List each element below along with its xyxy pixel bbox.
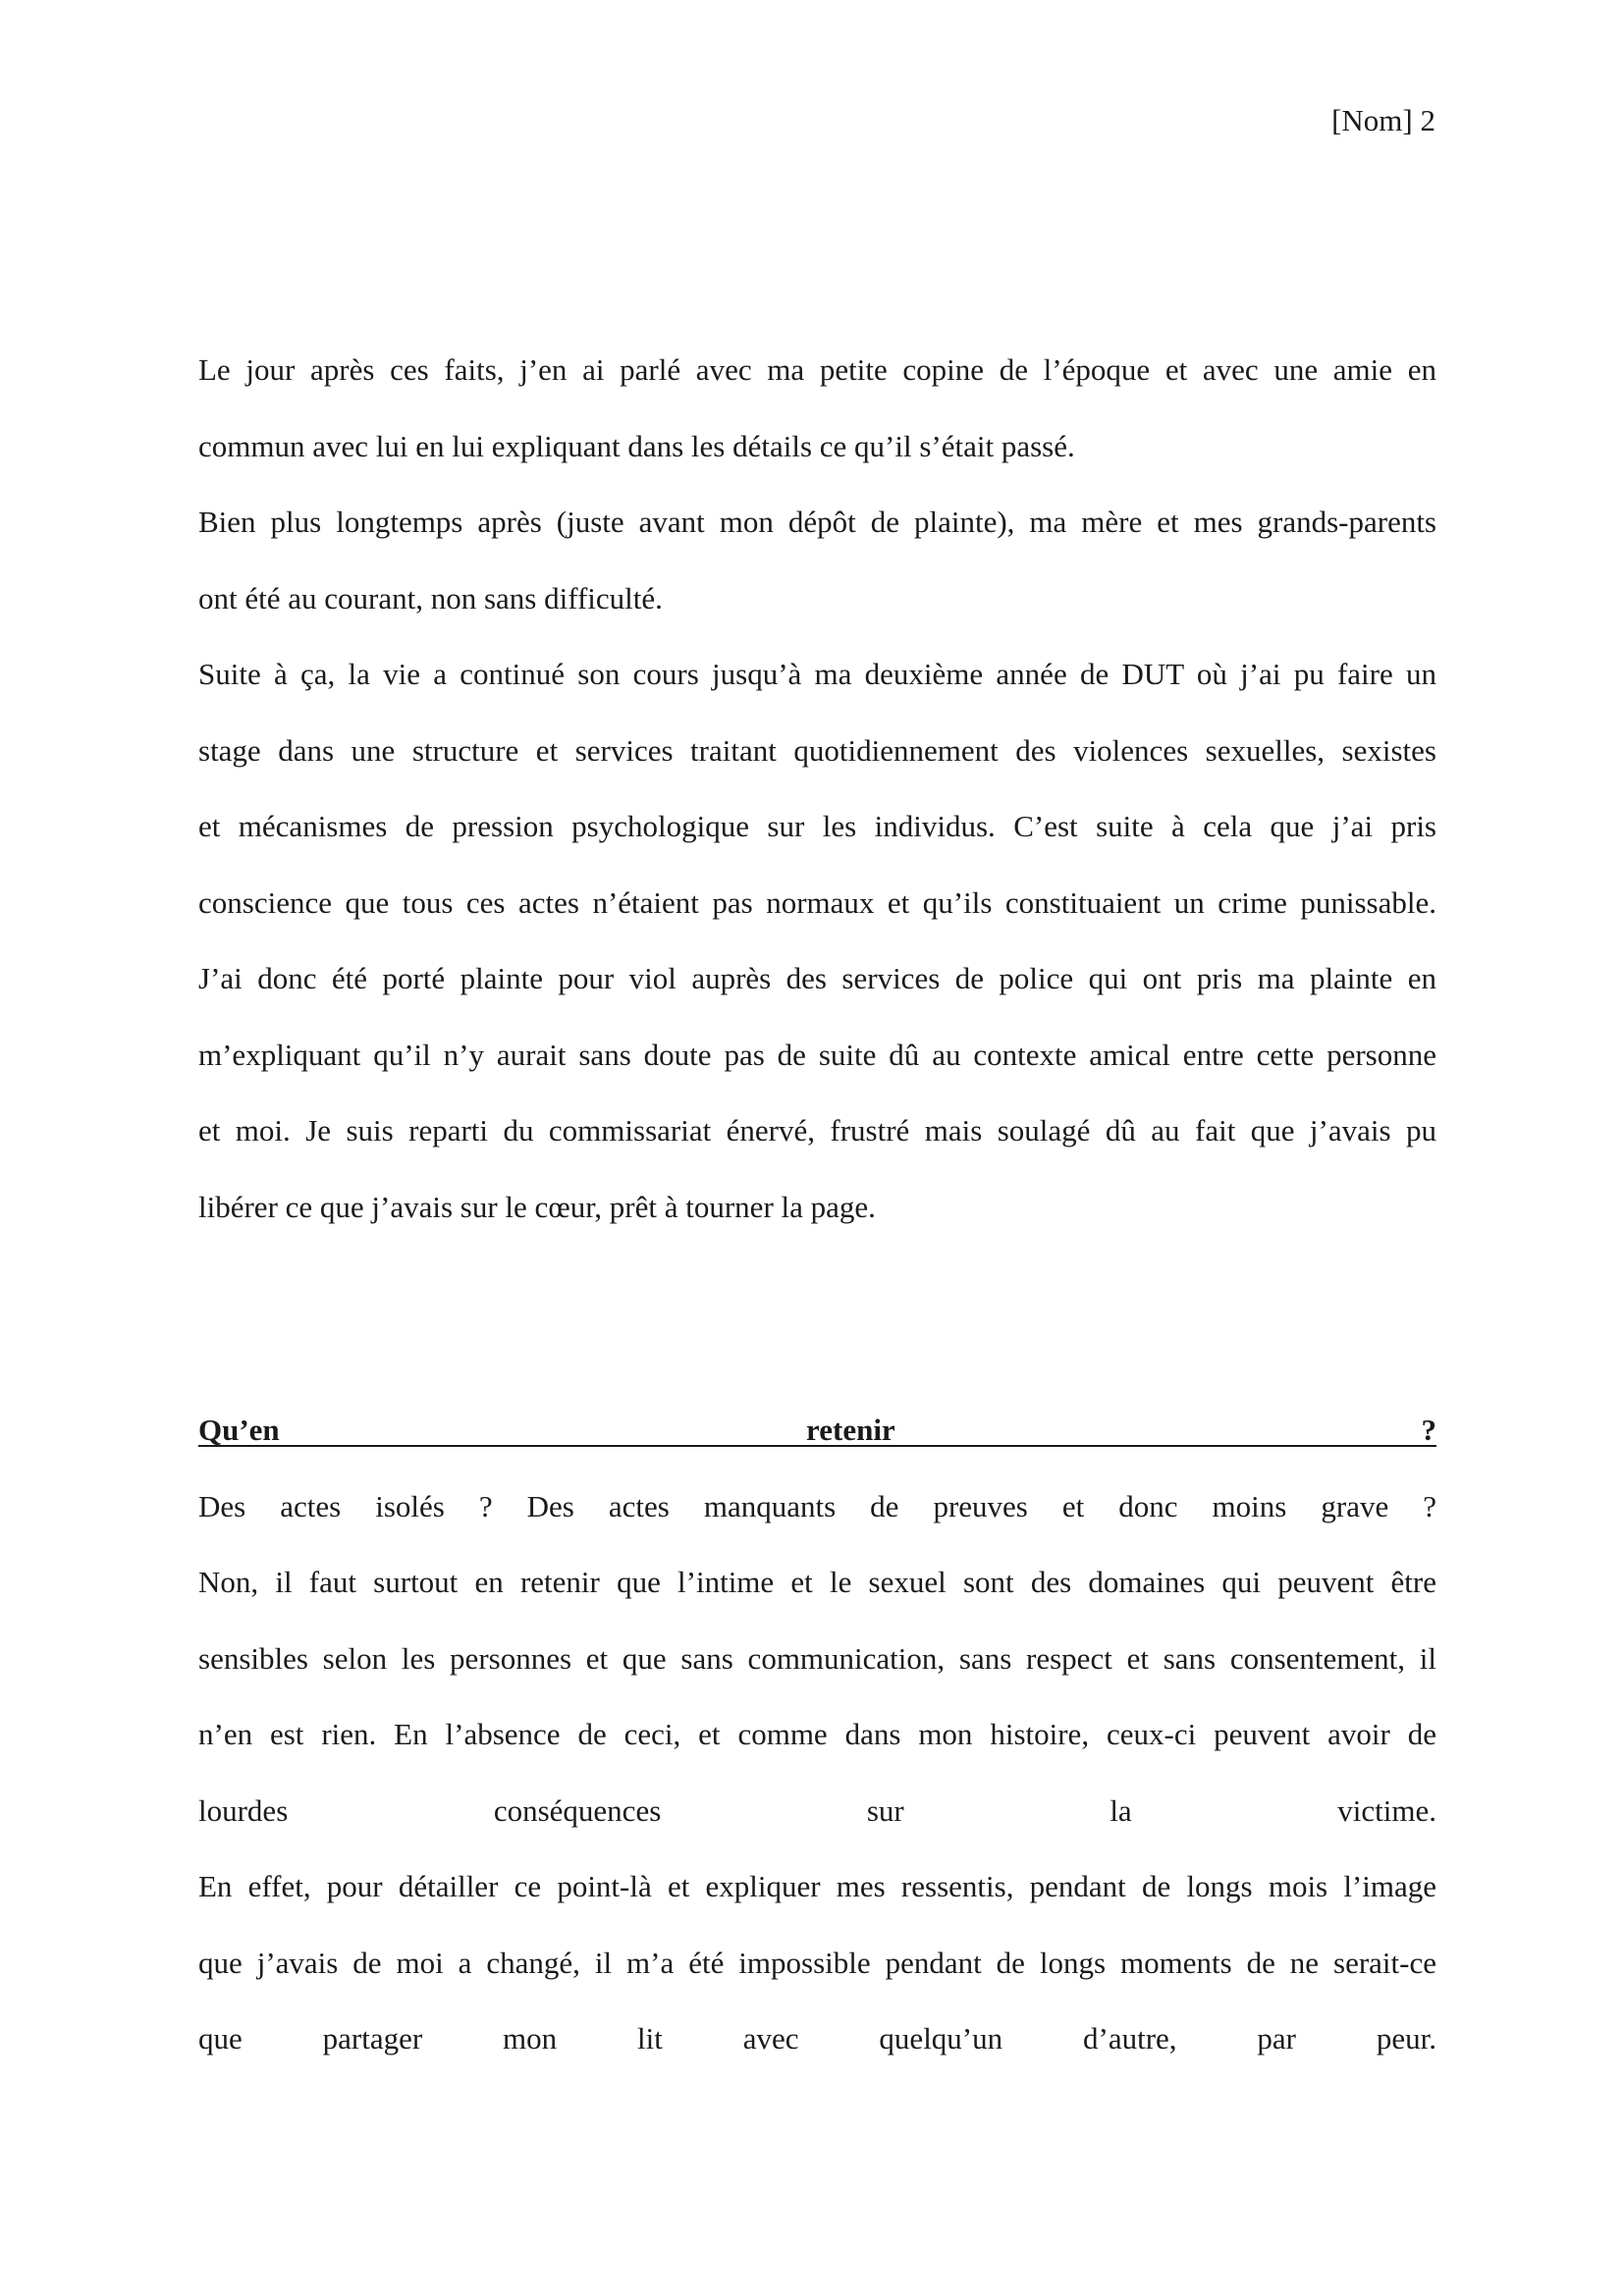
text-line: Des actes isolés ? Des actes manquants de preuves et donc moins grave ? [198,1488,1436,1523]
text-line: que j’avais de moi a changé, il m’a été impossible pendant de longs moments de ne serait-ce [198,1945,1436,1980]
text-line: et moi. Je suis reparti du commissariat énervé, frustré mais soulagé dû au fait que j’avais pu [198,1113,1436,1148]
body-text-section-2 [198,1392,1436,2077]
body-text-section-1 [198,332,1436,1245]
text-line: et mécanismes de pression psychologique sur les individus. C’est suite à cela que j’ai pris [198,809,1436,843]
text-line: conscience que tous ces actes n’étaient pas normaux et qu’ils constituaient un crime punissable. [198,884,1436,920]
text-line: commun avec lui en lui expliquant dans les détails ce qu’il s’était passé. [198,428,1075,463]
text-line: stage dans une structure et services traitant quotidiennement des violences sexuelles, sexistes [198,732,1436,768]
running-head: [Nom] 2 [1331,103,1435,137]
text-line: Le jour après ces faits, j’en ai parlé avec ma petite copine de l’époque et avec une amie en [198,352,1436,387]
text-line: Suite à ça, la vie a continué son cours jusqu’à ma deuxième année de DUT où j’ai pu faire un [198,657,1436,691]
text-line: libérer ce que j’avais sur le cœur, prêt à tourner la page. [198,1189,876,1224]
text-line: J’ai donc été porté plainte pour viol auprès des services de police qui ont pris ma plainte en [198,961,1436,995]
text-line: lourdes conséquences sur la victime. [198,1792,1436,1828]
text-line: m’expliquant qu’il n’y aurait sans doute pas de suite dû au contexte amical entre cette personne [198,1037,1436,1072]
text-line: En effet, pour détailler ce point-là et expliquer mes ressentis, pendant de longs mois l’image [198,1869,1436,1903]
text-line: ont été au courant, non sans difficulté. [198,580,663,615]
text-line: Non, il faut surtout en retenir que l’intime et le sexuel sont des domaines qui peuvent être [198,1565,1436,1599]
text-line: sensibles selon les personnes et que sans communication, sans respect et sans consentement, il [198,1640,1436,1676]
text-line: n’en est rien. En l’absence de ceci, et comme dans mon histoire, ceux-ci peuvent avoir de [198,1717,1436,1751]
text-line: que partager mon lit avec quelqu’un d’autre, par peur. [198,2021,1436,2056]
text-line: Bien plus longtemps après (juste avant mon dépôt de plainte), ma mère et mes grands-parents [198,505,1436,539]
section-heading: Qu’en retenir ? [198,1413,1436,1447]
